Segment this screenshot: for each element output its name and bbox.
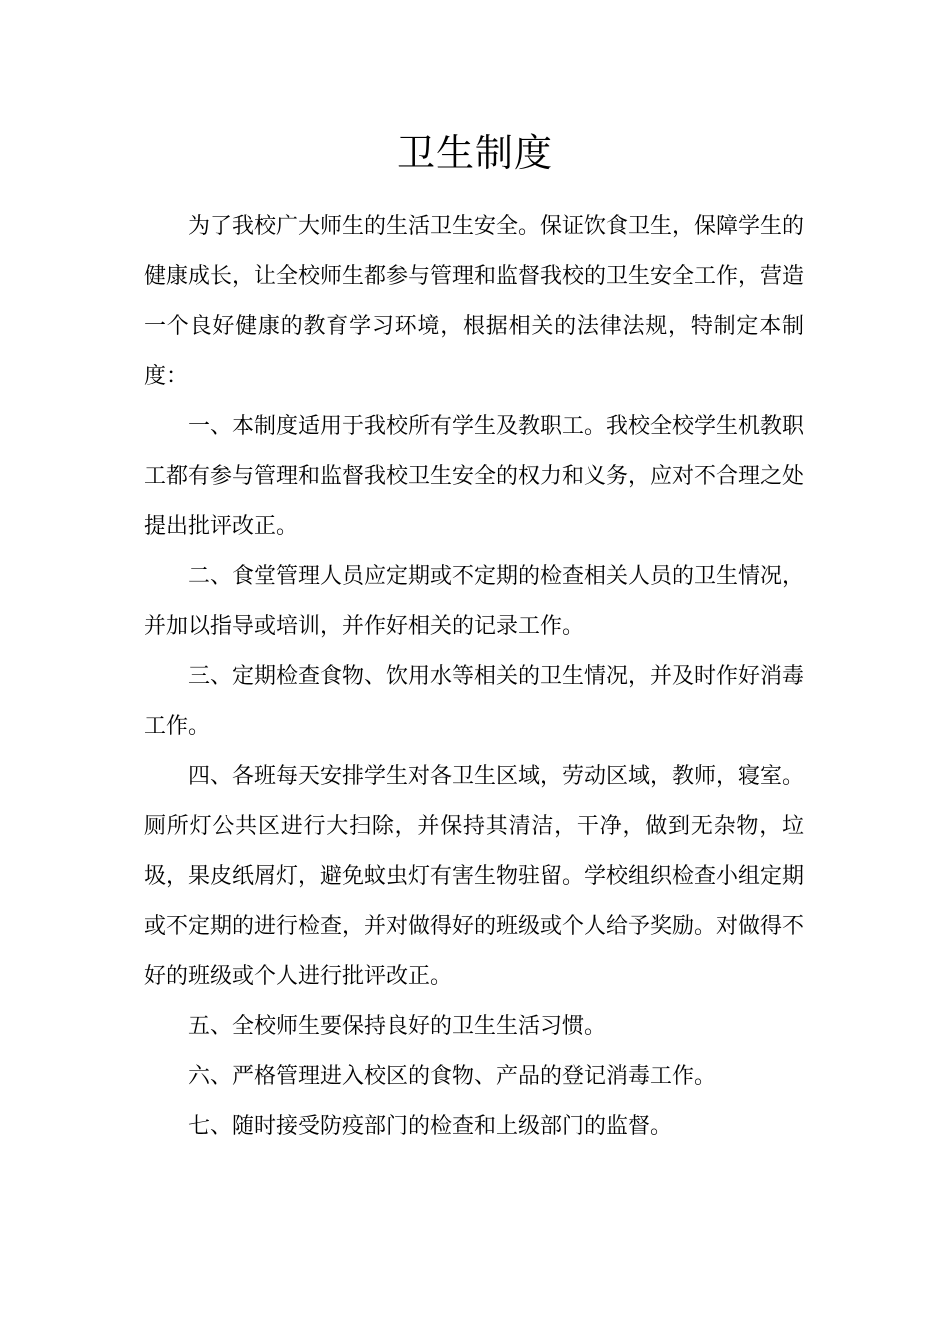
paragraph-item-1: 一、本制度适用于我校所有学生及教职工。我校全校学生机教职工都有参与管理和监督我校卫生安全的权力和义务，应对不合理之处提出批评改正。 (144, 414, 805, 539)
paragraph-item-6: 六、严格管理进入校区的食物、产品的登记消毒工作。 (188, 1064, 717, 1089)
paragraph-item-7: 七、随时接受防疫部门的检查和上级部门的监督。 (188, 1114, 673, 1139)
paragraph-item-2: 二、食堂管理人员应定期或不定期的检查相关人员的卫生情况，并加以指导或培训，并作好相关的记录工作。 (144, 564, 805, 639)
paragraph-item-3: 三、定期检查食物、饮用水等相关的卫生情况，并及时作好消毒工作。 (144, 664, 805, 739)
document-body (144, 202, 804, 1152)
document-title: 卫生制度 (396, 131, 553, 175)
paragraph-item-4: 四、各班每天安排学生对各卫生区域，劳动区域，教师，寝室。厕所灯公共区进行大扫除，并保持其清洁，干净，做到无杂物，垃圾，果皮纸屑灯，避免蚊虫灯有害生物驻留。学校组织检查小组定期或不定期的进行检查，并对做得好的班级或个人给予奖励。对做得不好的班级或个人进行批评改正。 (144, 764, 805, 989)
paragraph-intro: 为了我校广大师生的生活卫生安全。保证饮食卫生，保障学生的健康成长，让全校师生都参与管理和监督我校的卫生安全工作，营造一个良好健康的教育学习环境，根据相关的法律法规，特制定本制度： (144, 214, 805, 389)
paragraph-item-5: 五、全校师生要保持良好的卫生生活习惯。 (188, 1014, 607, 1039)
